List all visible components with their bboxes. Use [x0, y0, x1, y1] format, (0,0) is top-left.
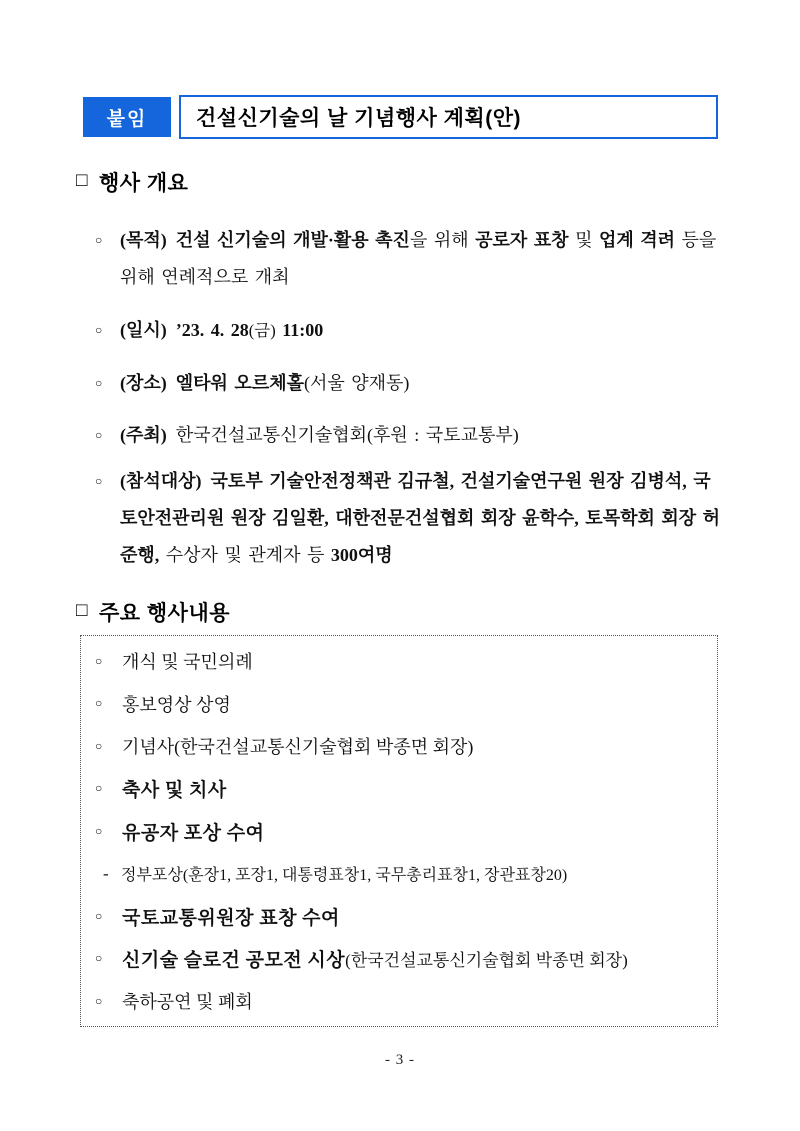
circle-bullet-icon: ○ — [95, 823, 103, 838]
circle-bullet-icon: ○ — [95, 696, 103, 711]
circle-bullet-icon: ○ — [95, 428, 103, 442]
program-item: ○ 개식 및 국민의례 — [95, 652, 253, 673]
circle-bullet-icon: ○ — [95, 738, 103, 753]
overview-item-purpose — [95, 222, 725, 296]
overview-item-attendees — [95, 463, 725, 574]
circle-bullet-icon: ○ — [95, 781, 103, 796]
circle-bullet-icon: ○ — [95, 376, 103, 390]
venue-text: (장소) 엘타워 오르체홀(서울 양재동) — [120, 373, 410, 393]
circle-bullet-icon: ○ — [95, 993, 103, 1008]
purpose-text: (목적) 건설 신기술의 개발·활용 촉진을 위해 공로자 표창 및 업계 격려 등을 위해 연례적으로 개최 — [120, 230, 717, 287]
host-text: (주최) 한국건설교통신기술협회(후원 : 국토교통부) — [120, 425, 519, 445]
program-item: ○ 유공자 포상 수여 — [95, 822, 265, 844]
dash-bullet-icon: - — [103, 863, 109, 883]
program-box — [80, 635, 718, 1027]
page-number: - 3 - — [385, 1052, 415, 1068]
attachment-badge: 붙임 — [83, 97, 171, 137]
overview-item-host — [95, 417, 725, 454]
document-title: 건설신기술의 날 기념행사 계획(안) — [179, 95, 718, 139]
program-item: ○ 축하공연 및 폐회 — [95, 992, 253, 1013]
program-item: ○ 신기술 슬로건 공모전 시상 (한국건설교통신기술협회 박종면 회장) — [95, 950, 628, 972]
square-bullet-icon: □ — [76, 600, 88, 621]
square-bullet-icon: □ — [76, 170, 88, 191]
datetime-text: (일시) ’23. 4. 28(금) 11:00 — [120, 320, 324, 340]
program-heading-label: 주요 행사내용 — [98, 602, 231, 625]
overview-heading-label: 행사 개요 — [98, 172, 189, 195]
program-item: ○ 국토교통위원장 표창 수여 — [95, 907, 340, 929]
circle-bullet-icon: ○ — [95, 323, 103, 337]
program-item: ○ 기념사(한국건설교통신기술협회 박종면 회장) — [95, 737, 474, 758]
circle-bullet-icon: ○ — [95, 474, 103, 488]
circle-bullet-icon: ○ — [95, 233, 103, 247]
attendees-text: (참석대상) 국토부 기술안전정책관 김규철, 건설기술연구원 원장 김병석, 국토안전관리원 원장 김일환, 대한전문건설협회 회장 윤학수, 토목학회 회장 허준행, 수상자 및 관계자 등 300여명 — [120, 471, 721, 565]
program-section-heading — [76, 597, 230, 627]
document-header — [83, 95, 718, 139]
program-subitem: - 정부포상(훈장1, 포장1, 대통령표창1, 국무총리표창1, 장관표창20) — [103, 863, 568, 885]
circle-bullet-icon: ○ — [95, 951, 103, 966]
circle-bullet-icon: ○ — [95, 653, 103, 668]
overview-section-heading — [76, 167, 188, 197]
overview-item-datetime — [95, 312, 725, 349]
circle-bullet-icon: ○ — [95, 908, 103, 923]
program-item: ○ 축사 및 치사 — [95, 780, 227, 802]
overview-item-venue — [95, 365, 725, 402]
program-item: ○ 홍보영상 상영 — [95, 694, 231, 715]
